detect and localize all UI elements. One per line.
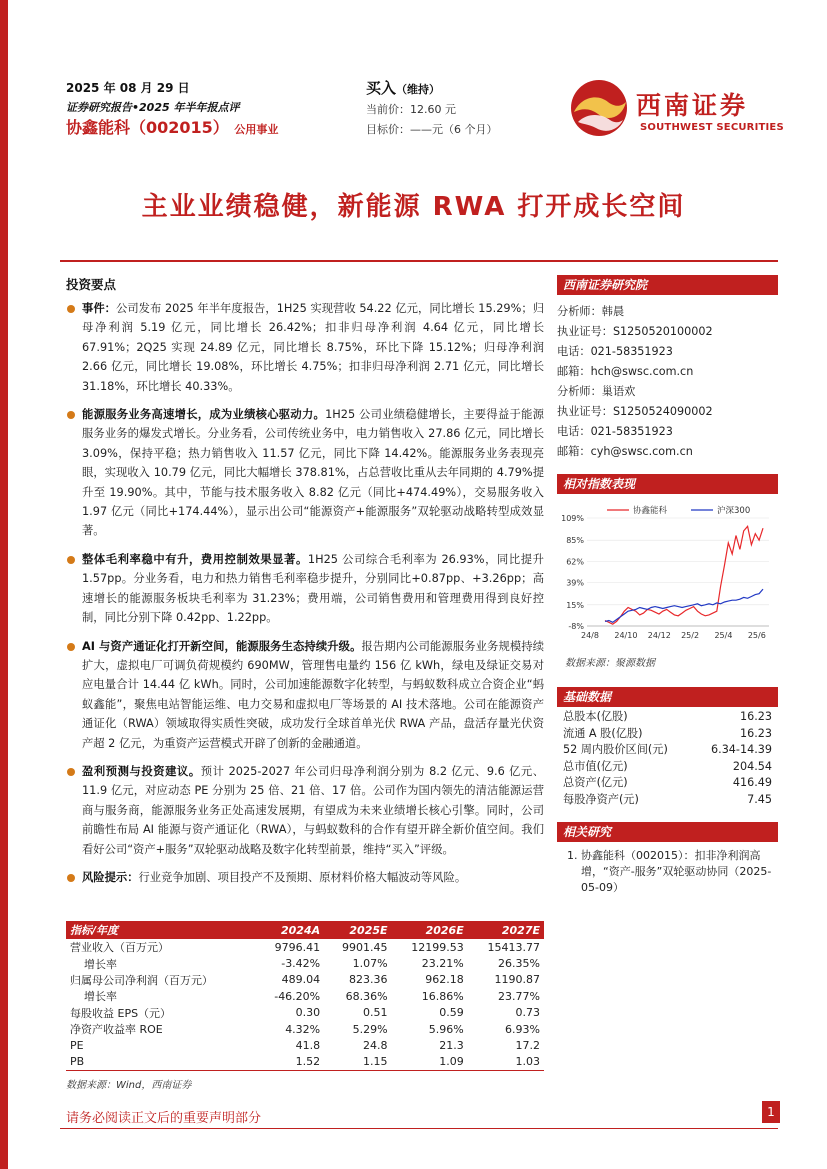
- table-cell: 24.8: [363, 1039, 388, 1053]
- analyst-2: [557, 382, 778, 462]
- x-tick-label: 25/2: [681, 631, 700, 640]
- bullet-text: 1H25 公司综合毛利率为 26.93%，同比提升 1.57pp。分业务看，电力和热力销售毛利率稳步提升，分别同比+0.87pp、+3.26pp；高速增长的能源服务板块毛利率为 31.23%；费用端，公司销售费用和管理费用得到良好控制，同比分别下降 0.42pp、1.22pp。: [82, 552, 544, 625]
- related-research-section: [557, 822, 778, 896]
- bullet-event: [66, 299, 544, 396]
- analyst-1: [557, 302, 778, 382]
- basic-data-value: 204.54: [732, 759, 772, 773]
- table-row: [66, 955, 544, 971]
- basic-data-label: 总市值(亿元): [563, 759, 628, 773]
- bullet-text: 行业竞争加剧、项目投产不及预期、原材料价格大幅波动等风险。: [138, 870, 467, 884]
- basic-data-section: [557, 687, 778, 808]
- brand-name-cn: 西南证券: [636, 91, 749, 120]
- table-header: 2024A: [256, 921, 324, 939]
- left-accent-bar: [0, 0, 8, 1169]
- table-cell: 0.51: [363, 1006, 388, 1020]
- x-tick-label: 25/6: [747, 631, 766, 640]
- bullet-dot-icon: [67, 768, 75, 776]
- current-price: 当前价：12.60 元: [366, 103, 456, 116]
- basic-data-value: 16.23: [739, 726, 772, 740]
- table-header: 2026E: [392, 921, 468, 939]
- rating-status: （维持）: [396, 83, 441, 96]
- table-cell: -46.20%: [274, 989, 321, 1003]
- table-cell: 0.73: [515, 1006, 540, 1020]
- report-header: [66, 78, 278, 140]
- analyst-email[interactable]: 邮箱：hch@swsc.com.cn: [557, 365, 694, 378]
- x-tick-label: 24/8: [581, 631, 599, 640]
- analyst-name: 分析师：韩晨: [557, 305, 625, 318]
- basic-data-label: 流通 A 股(亿股): [563, 726, 643, 740]
- bullet-text: 报告期内公司能源服务业务规模持续扩大，虚拟电厂可调负荷规模约 690MW，管理售电量约 156 亿 kWh，绿电及绿证交易对应电量合计 14.44 亿 kWh。同时，公司加速能源数字化转型，与蚂蚁数科成立合资企业“蚂蚁鑫能”，聚焦电站智能运维、电力交易和虚拟电厂等场景的 AI 技术落地。公司在能源资产通证化（RWA）领域取得实质性突破，成功发行全球首单光伏 RWA 产品，盘活存量光伏资产超 2 亿元，为重资产运营模式开辟了创新的金融通道。: [82, 639, 544, 750]
- table-cell: 23.77%: [498, 989, 540, 1003]
- basic-data-label: 每股净资产(元): [563, 792, 639, 806]
- row-label: PE: [70, 1039, 84, 1053]
- chart-source: 数据来源：聚源数据: [565, 658, 655, 669]
- table-header: 2025E: [324, 921, 391, 939]
- row-label: 增长率: [84, 990, 117, 1004]
- table-cell: 9796.41: [274, 940, 321, 954]
- rating-action: 买入: [366, 79, 397, 97]
- table-row: [66, 988, 544, 1004]
- series-line: [605, 589, 763, 622]
- bullet-margin: [66, 550, 544, 628]
- report-type: 证券研究报告•2025 年半年报点评: [66, 101, 240, 114]
- table-row: [66, 1021, 544, 1037]
- title-divider: [60, 260, 778, 262]
- legend-label: 协鑫能科: [633, 506, 668, 516]
- table-cell: 1190.87: [494, 973, 540, 987]
- table-cell: 15413.77: [487, 940, 540, 954]
- table-cell: 26.35%: [498, 957, 540, 971]
- row-label: 归属母公司净利润（百万元）: [70, 973, 213, 987]
- index-section: [557, 474, 778, 494]
- basic-data-row: [563, 709, 772, 726]
- basic-data-label: 52 周内股价区间(元): [563, 743, 668, 756]
- index-heading: 相对指数表现: [557, 474, 778, 494]
- table-row: [66, 1037, 544, 1053]
- rating-line: [366, 78, 498, 100]
- row-label: 营业收入（百万元）: [70, 941, 169, 955]
- target-price: 目标价：——元（6 个月）: [366, 123, 498, 136]
- table-cell: 489.04: [281, 973, 321, 987]
- bullet-risk: [66, 868, 544, 887]
- basic-data-value: 6.34-14.39: [711, 743, 772, 756]
- table-cell: 1.52: [256, 1054, 324, 1070]
- analyst-phone: 电话：021-58351923: [557, 425, 673, 438]
- bullet-dot-icon: [67, 305, 75, 313]
- basic-data-heading: 基础数据: [557, 687, 778, 707]
- table-cell: 16.86%: [421, 989, 464, 1003]
- analyst-license: 执业证号：S1250520100002: [557, 325, 713, 338]
- y-tick-label: 85%: [566, 536, 584, 546]
- institute-heading: 西南证券研究院: [557, 275, 778, 295]
- related-research-heading: 相关研究: [557, 822, 778, 842]
- table-header: 2027E: [468, 921, 544, 939]
- footer-disclaimer: 请务必阅读正文后的重要声明部分: [66, 1111, 262, 1126]
- page-number: 1: [762, 1101, 780, 1123]
- bullet-text: 预计 2025-2027 年公司归母净利润分别为 8.2 亿元、9.6 亿元、11.9 亿元，对应动态 PE 分别为 25 倍、21 倍、17 倍。公司作为国内领先的清洁能源运营商与服务商，能源服务业务正处高速发展期，有望成为未来业绩增长核心引擎。同时，公司前瞻性布局 AI 能源与资产通证化（RWA），与蚂蚁数科的合作有望开辟全新价值空间。我们看好公司“资产+服务”双轮驱动战略及数字化转型前景，维持“买入”评级。: [82, 764, 544, 856]
- table-cell: 1.07%: [352, 957, 388, 971]
- report-title: 主业业绩稳健，新能源 RWA 打开成长空间: [141, 192, 686, 222]
- analyst-license: 执业证号：S1250524090002: [557, 405, 713, 418]
- table-row: [66, 972, 544, 988]
- section-heading: 投资要点: [66, 277, 117, 292]
- y-tick-label: 109%: [561, 514, 584, 523]
- table-cell: -3.42%: [281, 957, 321, 971]
- y-tick-label: 39%: [566, 578, 584, 588]
- company-line: [66, 118, 278, 140]
- table-cell: 21.3: [439, 1039, 464, 1053]
- basic-data-row: [563, 792, 772, 809]
- bullet-energy-service: [66, 405, 544, 541]
- report-date: 2025 年 08 月 29 日: [66, 81, 190, 95]
- bullet-head: 风险提示：: [82, 870, 139, 884]
- table-cell: 962.18: [425, 973, 464, 987]
- relative-index-chart: [557, 498, 778, 648]
- table-cell: 823.36: [349, 973, 388, 987]
- bullet-dot-icon: [67, 411, 75, 419]
- bullet-text: 1H25 公司业绩稳健增长，主要得益于能源服务业务的爆发式增长。分业务看，公司传统业务中，电力销售收入 27.86 亿元，同比增长 3.09%，保持平稳；热力销售收入 11.57 亿元，同比下降 14.42%。能源服务业务表现亮眼，实现收入 10.79 亿元，同比大幅增长 378.81%，占总营收比重从去年同期的 4.79%提升至 19.90%。其中，节能与技术服务收入 8.82 亿元（同比+474.49%），交易服务收入 1.97 亿元（同比+174.44%），显示出公司“能源资产+能源服务”双轮驱动战略转型成效显著。: [82, 408, 544, 538]
- basic-data-row: [563, 775, 772, 792]
- y-tick-label: 15%: [566, 600, 584, 610]
- bullet-dot-icon: [67, 643, 75, 651]
- table-cell: 0.30: [295, 1006, 321, 1020]
- x-tick-label: 24/10: [614, 631, 638, 640]
- basic-data-row: [563, 759, 772, 776]
- basic-data-label: 总股本(亿股): [563, 710, 628, 723]
- table-cell: 23.21%: [421, 957, 464, 971]
- brand-logo-icon: [568, 78, 630, 138]
- y-tick-label: 62%: [566, 557, 584, 567]
- table-cell: 68.36%: [345, 989, 388, 1003]
- table-cell: 17.2: [515, 1039, 540, 1053]
- y-tick-label: -8%: [568, 622, 584, 631]
- row-label: 每股收益 EPS（元）: [70, 1006, 172, 1020]
- sidebar-institute: [557, 275, 778, 295]
- bullet-dot-icon: [67, 556, 75, 564]
- table-cell: 9901.45: [342, 940, 388, 954]
- analyst-email[interactable]: 邮箱：cyh@swsc.com.cn: [557, 445, 693, 458]
- row-label: PB: [66, 1054, 256, 1070]
- table-header-row: [66, 921, 544, 939]
- table-cell: 6.93%: [505, 1022, 540, 1036]
- analyst-name: 分析师：巢语欢: [557, 385, 636, 398]
- related-research-item[interactable]: 1. 协鑫能科（002015）：扣非净利润高增，“资产-服务”双轮驱动协同（2025-05-09）: [567, 849, 772, 894]
- industry: 公用事业: [234, 123, 279, 136]
- investment-highlights: [66, 275, 544, 896]
- table-cell: 1.09: [392, 1054, 468, 1070]
- rating-block: [366, 78, 498, 140]
- bullet-head: 盈利预测与投资建议。: [82, 764, 201, 778]
- bullet-head: 整体毛利率稳中有升，费用控制效果显著。: [82, 552, 308, 566]
- basic-data-list: [557, 707, 778, 808]
- footer-divider: [60, 1128, 778, 1129]
- table-row: [66, 1005, 544, 1021]
- table-cell: 5.96%: [428, 1022, 464, 1036]
- brand-name-en: SOUTHWEST SECURITIES: [640, 122, 784, 133]
- series-line: [605, 526, 763, 624]
- table-source: 数据来源：Wind，西南证券: [66, 1080, 192, 1091]
- x-tick-label: 25/4: [714, 631, 733, 640]
- table-cell: 12199.53: [411, 940, 464, 954]
- basic-data-value: 16.23: [739, 710, 772, 723]
- company-name: 协鑫能科（002015）: [66, 118, 229, 137]
- basic-data-label: 总资产(亿元): [563, 776, 628, 789]
- basic-data-row: [563, 742, 772, 759]
- row-label: 净资产收益率 ROE: [70, 1023, 163, 1037]
- bullet-ai-rwa: [66, 637, 544, 753]
- legend-label: 沪深300: [717, 506, 751, 516]
- bullet-head: 事件：: [82, 302, 117, 315]
- bullet-dot-icon: [67, 874, 75, 882]
- bullet-head: 能源服务业务高速增长，成为业绩核心驱动力。: [82, 408, 326, 422]
- row-label: 增长率: [84, 957, 117, 971]
- table-cell: 5.29%: [352, 1022, 388, 1036]
- table-header: 指标/年度: [66, 921, 256, 939]
- analyst-phone: 电话：021-58351923: [557, 345, 673, 358]
- basic-data-value: 416.49: [732, 776, 772, 789]
- table-cell: 1.15: [324, 1054, 391, 1070]
- table-row: [66, 939, 544, 955]
- table-cell: 0.59: [439, 1006, 464, 1020]
- x-tick-label: 24/12: [647, 631, 671, 640]
- table-cell: 1.03: [468, 1054, 544, 1070]
- bullet-head: AI 与资产通证化打开新空间，能源服务生态持续升级。: [82, 639, 362, 653]
- table-cell: 4.32%: [285, 1022, 321, 1036]
- table-cell: 41.8: [295, 1039, 321, 1053]
- basic-data-value: 7.45: [747, 792, 772, 806]
- bullet-text: 公司发布 2025 年半年度报告，1H25 实现营收 54.22 亿元，同比增长 15.29%；归母净利润 5.19 亿元，同比增长 26.42%；扣非归母净利润 4.64 亿元，同比增长 67.91%；2Q25 实现 24.89 亿元，同比增长 8.75%，环比下降 15.12%；归母净利润 2.66 亿元，同比增长 19.08%，环比增长 4.75%；扣非归母净利润 2.71 亿元，同比增长 31.18%，环比增长 40.33%。: [82, 302, 544, 393]
- bullet-forecast: [66, 762, 544, 859]
- table-row: [66, 1054, 544, 1070]
- financial-forecast-table: [66, 921, 544, 1071]
- basic-data-row: [563, 726, 772, 743]
